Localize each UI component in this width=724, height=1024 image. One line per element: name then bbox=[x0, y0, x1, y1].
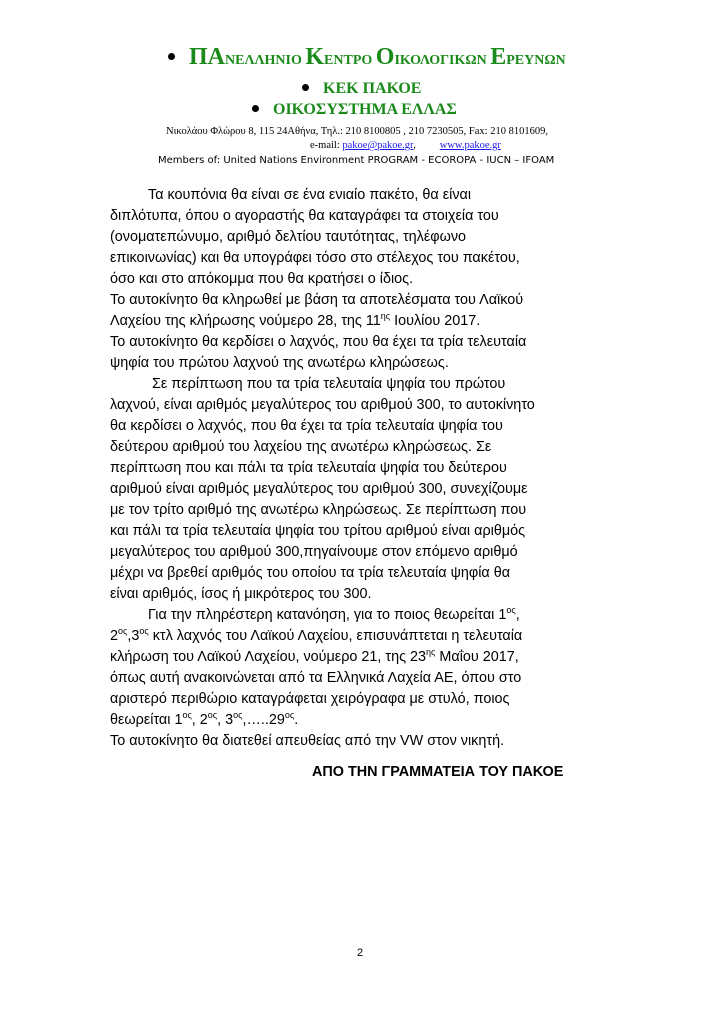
body-line: επικοινωνίας) και θα υπογράφει τόσο στο στέλεχος του πακέτου, bbox=[110, 250, 520, 266]
body-text: ,3 bbox=[127, 628, 140, 644]
ordinal-suffix: ος bbox=[139, 626, 149, 636]
body-line: Το αυτοκίνητο θα κερδίσει ο λαχνός, που θα έχει τα τρία τελευταία bbox=[110, 334, 527, 350]
org-subtitle-text: ΚΕΚ ΠΑΚΟΕ bbox=[323, 80, 422, 97]
body-line bbox=[110, 605, 630, 626]
org-name-cap: Ε bbox=[490, 44, 507, 70]
contact-address: Νικολάου Φλώρου 8, 115 24Αθήνα, Τηλ.: 210 8100805 , 210 7230505, Fax: 210 8101609, bbox=[166, 126, 548, 137]
body-text: κλήρωση του Λαϊκού Λαχείου, νούμερο 21, της 23 bbox=[110, 649, 427, 665]
ordinal-suffix: ης bbox=[426, 647, 436, 657]
org-name-cap: ΠΑ bbox=[189, 44, 225, 70]
ordinal-suffix: ος bbox=[118, 626, 128, 636]
body-line: λαχνού, είναι αριθμός μεγαλύτερος του αριθμού 300, το αυτοκίνητο bbox=[110, 397, 535, 413]
org-name-rest: ΝΕΛΛΗΝΙΟ bbox=[225, 53, 306, 68]
email-link[interactable]: pakoe@pakoe.gr bbox=[342, 140, 414, 151]
body-line bbox=[110, 311, 630, 332]
org-name-cap: Κ bbox=[305, 44, 325, 70]
body-line: περίπτωση που και πάλι τα τρία τελευταία ψηφία του δεύτερου bbox=[110, 460, 507, 476]
org-subtitle-kek bbox=[302, 80, 421, 98]
email-label: e-mail: bbox=[310, 140, 343, 151]
bullet-icon bbox=[252, 105, 259, 112]
body-text: κτλ λαχνός του Λαϊκού Λαχείου, επισυνάπτεται η τελευταία bbox=[148, 628, 523, 644]
body-line: όσο και στο απόκομμα που θα κρατήσει ο ίδιος. bbox=[110, 271, 414, 287]
org-name-rest: ΕΝΤΡΟ bbox=[324, 53, 376, 68]
body-text: , 3 bbox=[217, 712, 234, 728]
body-line: μέχρι να βρεθεί αριθμός του οποίου τα τρία τελευταία ψηφία θα bbox=[110, 565, 511, 581]
page-number: 2 bbox=[357, 947, 364, 959]
body-line: δεύτερου αριθμού του λαχείου της ανωτέρω κληρώσεως. Σε bbox=[110, 439, 492, 455]
body-line bbox=[110, 647, 630, 668]
body-line: θα κερδίσει ο λαχνός, που θα έχει τα τρία τελευταία ψηφία του bbox=[110, 418, 503, 434]
body-line: Το αυτοκίνητο θα διατεθεί απευθείας από την VW στον νικητή. bbox=[110, 733, 505, 749]
bullet-icon bbox=[302, 84, 309, 91]
body-line: Το αυτοκίνητο θα κληρωθεί με βάση τα αποτελέσματα του Λαϊκού bbox=[110, 292, 524, 308]
body-line bbox=[110, 710, 630, 731]
body-line: όπως αυτή ανακοινώνεται από τα Ελληνικά Λαχεία ΑΕ, όπου στο bbox=[110, 670, 522, 686]
letter-body bbox=[110, 185, 630, 752]
body-text: Λαχείου της κλήρωσης νούμερο 28, της 11 bbox=[110, 313, 381, 329]
body-text: Μαΐου 2017, bbox=[435, 649, 519, 665]
body-text: ,…..29 bbox=[242, 712, 285, 728]
body-line: αριστερό περιθώριο καταγράφεται χειρόγραφα με στυλό, ποιος bbox=[110, 691, 510, 707]
body-line: (ονοματεπώνυμο, αριθμό δελτίου ταυτότητας, τηλέφωνο bbox=[110, 229, 467, 245]
body-line: Τα κουπόνια θα είναι σε ένα ενιαίο πακέτο, θα είναι bbox=[148, 187, 472, 203]
org-name-rest: ΡΕΥΝΩΝ bbox=[506, 53, 566, 68]
ordinal-suffix: ος bbox=[182, 710, 192, 720]
ordinal-suffix: ος bbox=[233, 710, 243, 720]
org-name-cap: Ο bbox=[375, 44, 395, 70]
ordinal-suffix: ος bbox=[506, 605, 516, 615]
signature: ΑΠΟ ΤΗΝ ΓΡΑΜΜΑΤΕΙΑ ΤΟΥ ΠΑΚΟΕ bbox=[312, 764, 564, 780]
body-text: 2 bbox=[110, 628, 119, 644]
body-line: είναι αριθμός, ίσος ή μικρότερος του 300. bbox=[110, 586, 372, 602]
body-line: και πάλι τα τρία τελευταία ψηφία του τρίτου αριθμού είναι αριθμός bbox=[110, 523, 526, 539]
body-line: ψηφία του πρώτου λαχνού της ανωτέρω κληρώσεως. bbox=[110, 355, 449, 371]
body-text: θεωρείται 1 bbox=[110, 712, 183, 728]
org-name-rest: ΙΚΟΛΟΓΙΚΩΝ bbox=[394, 53, 491, 68]
email-separator: , bbox=[413, 140, 416, 151]
bullet-icon bbox=[168, 53, 175, 60]
body-line: αριθμού είναι αριθμός μεγαλύτερος του αριθμού 300, συνεχίζουμε bbox=[110, 481, 528, 497]
body-line: διπλότυπα, όπου ο αγοραστής θα καταγράφει τα στοιχεία του bbox=[110, 208, 499, 224]
contact-email-row bbox=[310, 140, 501, 151]
website-link[interactable]: www.pakoe.gr bbox=[439, 140, 501, 151]
body-text: , bbox=[515, 607, 520, 623]
body-line: Σε περίπτωση που τα τρία τελευταία ψηφία του πρώτου bbox=[152, 376, 506, 392]
org-subtitle-ecosystem bbox=[252, 101, 457, 119]
body-text: , 2 bbox=[191, 712, 208, 728]
ordinal-suffix: ης bbox=[380, 311, 391, 321]
body-text: Ιουλίου 2017. bbox=[390, 313, 481, 329]
body-text: Για την πληρέστερη κατανόηση, για το ποιος θεωρείται 1 bbox=[148, 607, 507, 623]
ordinal-suffix: ος bbox=[207, 710, 218, 720]
memberships: Members of: United Nations Environment PROGRAM - ECOROPA - IUCN – IFOAM bbox=[158, 155, 555, 166]
body-line: με τον τρίτο αριθμό της ανωτέρω κληρώσεως. Σε περίπτωση που bbox=[110, 502, 527, 518]
org-subtitle-text: ΟΙΚΟΣΥΣΤΗΜΑ ΕΛΛΑΣ bbox=[273, 101, 457, 118]
body-line bbox=[110, 626, 630, 647]
body-text: . bbox=[294, 712, 299, 728]
body-line: μεγαλύτερος του αριθμού 300,πηγαίνουμε στον επόμενο αριθμό bbox=[110, 544, 518, 560]
org-name-line bbox=[168, 44, 566, 71]
ordinal-suffix: ος bbox=[284, 710, 295, 720]
